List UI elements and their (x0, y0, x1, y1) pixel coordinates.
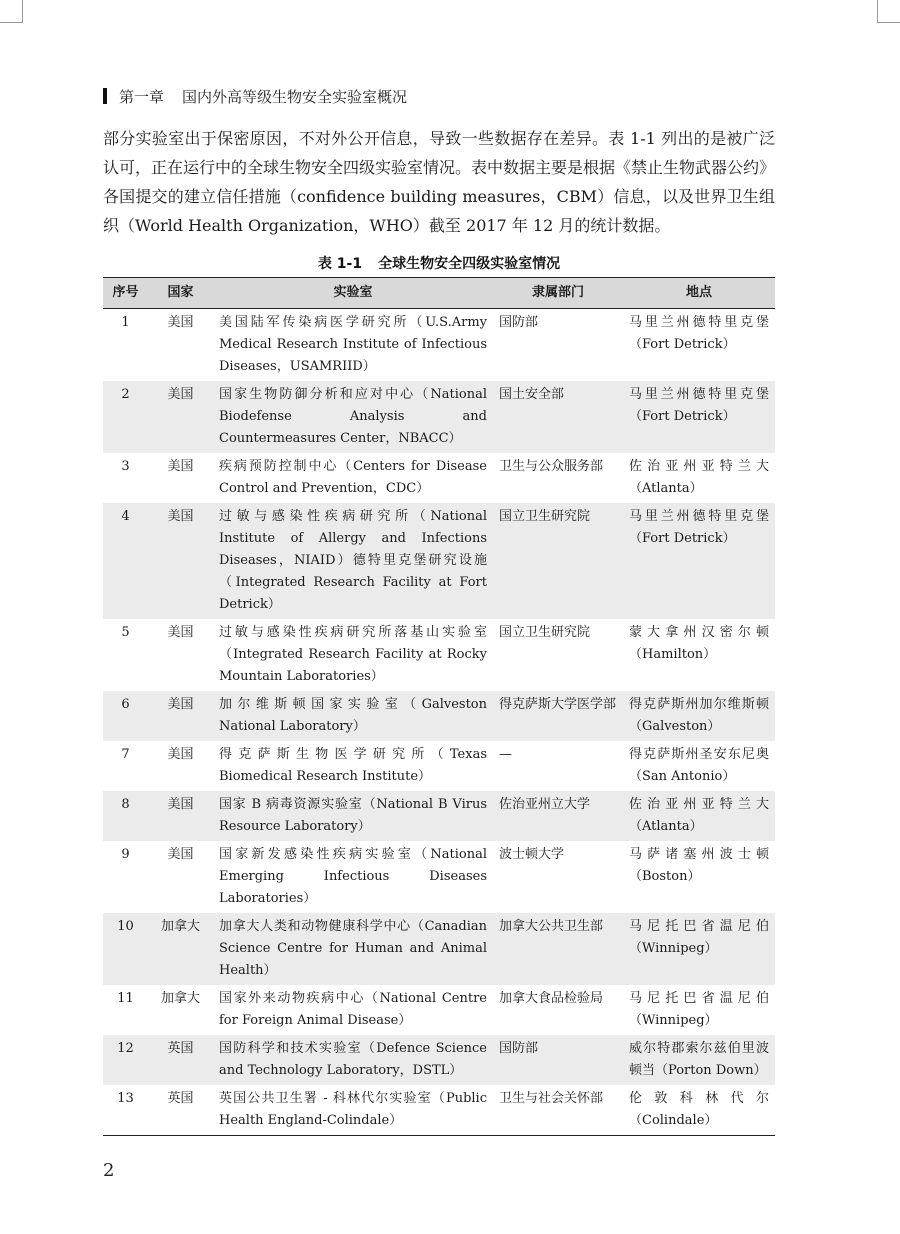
table-row (103, 913, 775, 985)
cell-location: 得克萨斯州加尔维斯顿（Galveston） (629, 697, 769, 734)
cell-location: 马萨诸塞州波士顿（Boston） (629, 847, 769, 884)
cell-lab: 过敏与感染性疾病研究所落基山实验室（Integrated Research Facility at Rocky Mountain Laboratories） (219, 625, 487, 684)
cell-lab: 加拿大人类和动物健康科学中心（Canadian Science Centre for Human and Animal Health） (219, 919, 487, 978)
cell-country: 美国 (167, 697, 194, 712)
cell-lab: 国家新发感染性疾病实验室（National Emerging Infectious Diseases Laboratories） (219, 847, 487, 906)
table-row (103, 985, 775, 1035)
cell-country: 美国 (167, 509, 194, 524)
cell-affiliation: 卫生与公众服务部 (499, 459, 604, 474)
cell-affiliation: 加拿大公共卫生部 (499, 919, 604, 934)
cell-location: 马里兰州德特里克堡（Fort Detrick） (629, 315, 769, 352)
cell-lab: 得克萨斯生物医学研究所（Texas Biomedical Research Institute） (219, 747, 487, 784)
cell-affiliation: 国立卫生研究院 (499, 509, 591, 524)
running-header (103, 86, 407, 106)
cell-lab: 英国公共卫生署 - 科林代尔实验室（Public Health England-Colindale） (219, 1091, 487, 1128)
crop-mark-top-right (877, 0, 900, 23)
table-row (103, 741, 775, 791)
header-bar-marker (103, 88, 107, 104)
cell-index: 13 (117, 1091, 134, 1106)
cell-country: 美国 (167, 747, 194, 762)
table-row (103, 1035, 775, 1085)
cell-lab: 美国陆军传染病医学研究所（U.S.Army Medical Research Institute of Infectious Diseases，USAMRIID） (219, 315, 487, 374)
page-number: 2 (103, 1160, 115, 1181)
cell-country: 美国 (167, 797, 194, 812)
cell-affiliation: 波士顿大学 (499, 847, 565, 862)
crop-mark-top-left (0, 0, 23, 23)
cell-index: 1 (121, 315, 130, 330)
cell-lab: 国家 B 病毒资源实验室（National B Virus Resource Laboratory） (219, 797, 487, 834)
table-caption-title: 全球生物安全四级实验室情况 (378, 256, 561, 272)
cell-affiliation: 国防部 (499, 1041, 539, 1056)
cell-location: 马尼托巴省温尼伯（Winnipeg） (629, 991, 769, 1028)
cell-index: 3 (121, 459, 130, 474)
cell-affiliation: 国土安全部 (499, 387, 565, 402)
cell-country: 英国 (167, 1091, 194, 1106)
table-row (103, 791, 775, 841)
cell-index: 8 (121, 797, 130, 812)
cell-location: 马里兰州德特里克堡（Fort Detrick） (629, 509, 769, 546)
cell-lab: 国家生物防御分析和应对中心（National Biodefense Analysis and Countermeasures Center，NBACC） (219, 387, 487, 446)
cell-affiliation: — (499, 747, 512, 762)
cell-index: 12 (117, 1041, 134, 1056)
cell-location: 伦敦科林代尔（Colindale） (629, 1091, 769, 1128)
cell-location: 马里兰州德特里克堡（Fort Detrick） (629, 387, 769, 424)
table-row (103, 1085, 775, 1136)
column-header-index: 序号 (103, 278, 148, 309)
cell-index: 6 (121, 697, 130, 712)
body-paragraph: 部分实验室出于保密原因，不对外公开信息，导致一些数据存在差异。表 1-1 列出的是被广泛认可，正在运行中的全球生物安全四级实验室情况。表中数据主要是根据《禁止生物武器公约》各国提交的建立信任措施（confidence building measures，CBM）信息，以及世界卫生组织（World Health Organization，WHO）截至 2017 年 12 月的统计数据。 (103, 129, 776, 235)
cell-country: 美国 (167, 387, 194, 402)
cell-location: 马尼托巴省温尼伯（Winnipeg） (629, 919, 769, 956)
cell-lab: 过敏与感染性疾病研究所（National Institute of Allergy and Infections Diseases，NIAID）德特里克堡研究设施（Integrated Research Facility at Fort Detrick） (219, 509, 487, 612)
cell-location: 蒙大拿州汉密尔顿（Hamilton） (629, 625, 769, 662)
cell-country: 美国 (167, 315, 194, 330)
column-header-location: 地点 (623, 278, 775, 309)
cell-lab: 国防科学和技术实验室（Defence Science and Technology Laboratory，DSTL） (219, 1041, 487, 1078)
cell-location: 得克萨斯州圣安东尼奥（San Antonio） (629, 747, 769, 784)
cell-index: 5 (121, 625, 130, 640)
cell-affiliation: 国防部 (499, 315, 539, 330)
header-chapter: 第一章 (119, 87, 165, 106)
cell-affiliation: 得克萨斯大学医学部 (499, 697, 617, 712)
cell-country: 美国 (167, 625, 194, 640)
column-header-country: 国家 (148, 278, 213, 309)
cell-country: 美国 (167, 459, 194, 474)
table-row (103, 841, 775, 913)
table-row (103, 381, 775, 453)
cell-affiliation: 国立卫生研究院 (499, 625, 591, 640)
header-title: 国内外高等级生物安全实验室概况 (182, 87, 408, 106)
table-row (103, 691, 775, 741)
cell-index: 7 (121, 747, 130, 762)
cell-location: 佐治亚州亚特兰大（Atlanta） (629, 459, 769, 496)
column-header-affiliation: 隶属部门 (493, 278, 623, 309)
cell-affiliation: 加拿大食品检验局 (499, 991, 604, 1006)
cell-lab: 疾病预防控制中心（Centers for Disease Control and Prevention，CDC） (219, 459, 487, 496)
cell-index: 9 (121, 847, 130, 862)
table-caption-number: 表 1-1 (317, 256, 363, 272)
cell-location: 佐治亚州亚特兰大（Atlanta） (629, 797, 769, 834)
table-row (103, 503, 775, 619)
cell-index: 10 (117, 919, 134, 934)
cell-location: 威尔特郡索尔兹伯里波顿当（Porton Down） (629, 1041, 769, 1078)
cell-affiliation: 卫生与社会关怀部 (499, 1091, 604, 1106)
column-header-lab: 实验室 (213, 278, 493, 309)
cell-index: 2 (121, 387, 130, 402)
cell-country: 英国 (167, 1041, 194, 1056)
cell-country: 美国 (167, 847, 194, 862)
cell-lab: 加尔维斯顿国家实验室（Galveston National Laboratory） (219, 697, 487, 734)
cell-lab: 国家外来动物疾病中心（National Centre for Foreign Animal Disease） (219, 991, 487, 1028)
table-caption (103, 253, 775, 273)
table-row (103, 309, 775, 382)
cell-country: 加拿大 (160, 919, 200, 934)
cell-index: 11 (117, 991, 134, 1006)
bsl4-lab-table (103, 277, 775, 1136)
table-header-row (103, 278, 775, 309)
table-row (103, 453, 775, 503)
cell-index: 4 (121, 509, 130, 524)
table-row (103, 619, 775, 691)
cell-country: 加拿大 (160, 991, 200, 1006)
cell-affiliation: 佐治亚州立大学 (499, 797, 591, 812)
